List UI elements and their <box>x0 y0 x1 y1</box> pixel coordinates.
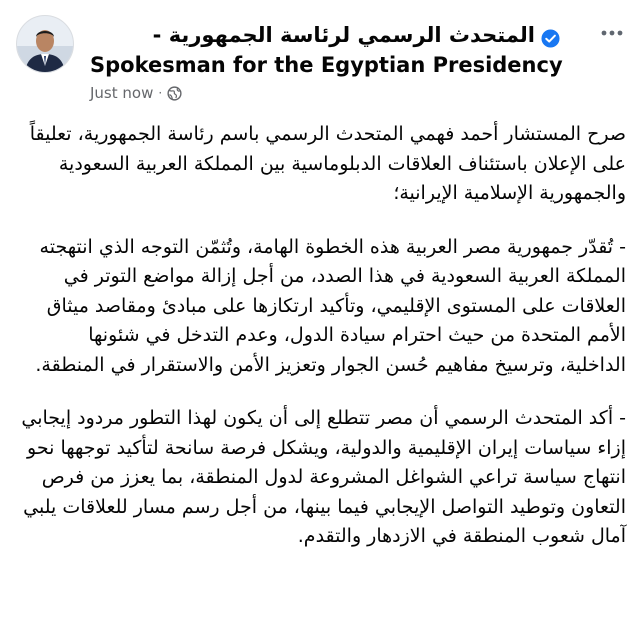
post-paragraph: صرح المستشار أحمد فهمي المتحدث الرسمي باسم رئاسة الجمهورية، تعليقاً على الإعلان باستئناف العلاقات الدبلوماسية بين المملكة العربية السعودية والجمهورية الإسلامية الإيرانية؛ <box>29 123 626 204</box>
avatar[interactable] <box>16 15 74 73</box>
post-body <box>16 120 626 576</box>
page-name[interactable] <box>90 20 563 79</box>
post-paragraph: - أكد المتحدث الرسمي أن مصر تتطلع إلى أن يكون لهذا التطور مردود إيجابي إزاء سياسات إيران الإقليمية والدولية، ويشكل فرصة سانحة لتأكيد توجهها نحو انتهاج سياسة تراعي الشواغل المشروعة لدول المنطقة، بما يعزز من فرص التعاون وتوطيد التواصل الإيجابي فيما بينها، من أجل رسم مسار للعلاقات يلبي آمال شعوب المنطقة في الازدهار والتقدم. <box>21 407 626 547</box>
page-name-arabic[interactable]: المتحدث الرسمي لرئاسة الجمهورية - <box>152 23 535 47</box>
post-meta <box>90 84 182 102</box>
more-options-icon <box>601 21 623 40</box>
post-header <box>0 0 640 110</box>
page-name-arabic-line[interactable] <box>90 20 560 50</box>
page-name-english[interactable]: Spokesman for the Egyptian Presidency <box>90 53 563 77</box>
post-paragraph: - تُقدّر جمهورية مصر العربية هذه الخطوة الهامة، وتُثمّن التوجه الذي انتهجته المملكة العربية السعودية في هذا الصدد، من أجل إزالة مواضع التوتر في العلاقات على المستوى الإقليمي، وتأكيد ارتكازها على مبادئ ومقاصد ميثاق الأمم المتحدة من حيث احترام سيادة الدول، وعدم التدخل في شئونها الداخلية، وترسيخ مفاهيم حُسن الجوار وتعزيز الأمن والاستقرار في المنطقة. <box>35 235 626 376</box>
globe-icon[interactable] <box>167 86 182 101</box>
post-timestamp[interactable]: Just now <box>90 84 154 102</box>
verified-badge-icon <box>541 26 560 45</box>
meta-separator: · <box>158 86 163 100</box>
more-options-button[interactable] <box>596 18 628 42</box>
